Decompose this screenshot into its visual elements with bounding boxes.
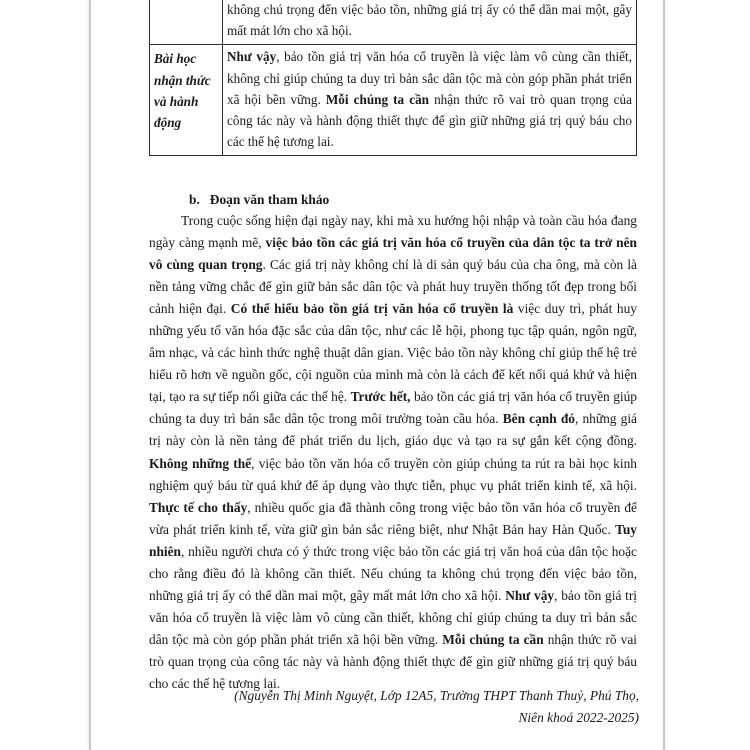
- table-cell-text: [223, 45, 637, 156]
- essay-paragraph: [149, 210, 637, 695]
- table-row-label: Bài học nhận thức và hành động: [150, 45, 223, 156]
- emphasis-text: Tuy nhiên: [149, 521, 637, 559]
- section-number: b.: [189, 192, 200, 207]
- emphasis-text: Trước hết,: [350, 389, 411, 405]
- emphasis-text: Mỗi chúng ta cần: [442, 631, 544, 647]
- emphasis-text: Thực tế cho thấy: [149, 499, 248, 515]
- author-signature: [219, 685, 639, 729]
- body-text: , những giá trị này còn là nền tảng để phát triển du lịch, giáo dục và tạo ra sự gắn kết cộng đồng.: [149, 411, 637, 449]
- table-row-label-empty: [150, 0, 223, 45]
- body-text: . Các giá trị này không chỉ là di sản quý báu của cha ông, mà còn là nền tảng vững chắc để gìn giữ bản sắc dân tộc và phát huy truyền thống tốt đẹp trong bối cảnh hiện đại.: [149, 257, 638, 317]
- section-heading: [189, 192, 329, 208]
- emphasis-text: Bên cạnh đó: [502, 411, 575, 427]
- body-text: bảo tồn các giá trị văn hóa cổ truyền giúp chúng ta duy trì bản sắc dân tộc trong môi trường toàn cầu hóa.: [149, 389, 637, 427]
- emphasis-text: Như vậy: [227, 49, 277, 65]
- signature-line-2: Niên khoá 2022-2025): [518, 710, 639, 725]
- emphasis-text: Như vậy: [505, 587, 555, 603]
- body-text: , việc bảo tồn văn hóa cổ truyền còn giúp chúng ta rút ra bài học kinh nghiệm quý báu từ quá khứ để áp dụng vào thực tiễn, phục vụ phát triển kinh tế, xã hội.: [149, 455, 637, 493]
- table-cell-text: [223, 0, 637, 45]
- table-row: [150, 0, 637, 45]
- table-row: [150, 45, 637, 156]
- body-text: việc duy trì, phát huy những yếu tố văn hóa đặc sắc của dân tộc, như các lễ hội, phong tục tập quán, ngôn ngữ, âm nhạc, và các hình thức nghệ thuật dân gian. Việc bảo tồn này không chỉ giúp thế hệ trẻ hiểu rõ hơn về nguồn gốc, cội nguồn của mình mà còn là cách để kết nối quá khứ và hiện tại, tạo ra sự tiếp nối giữa các thế hệ.: [149, 301, 637, 405]
- body-text: , bảo tồn giá trị văn hóa cổ truyền là việc làm vô cùng cần thiết, không chỉ giúp chúng ta duy trì bản sắc dân tộc mà còn góp phần phát triển xã hội bền vững.: [149, 587, 637, 647]
- body-text: , bảo tồn giá trị văn hóa cổ truyền là việc làm vô cùng cần thiết, không chỉ giúp chúng ta duy trì bản sắc dân tộc mà còn góp phần phát triển xã hội bền vững.: [227, 49, 632, 107]
- emphasis-text: việc bảo tồn các giá trị văn hóa cổ truyền của dân tộc ta trở nên vô cùng quan trọng: [149, 235, 638, 273]
- body-text: nhận thức rõ vai trò quan trọng của công tác này và hành động thiết thực để gìn giữ những giá trị quý báu cho các thế hệ tương lai.: [149, 631, 637, 691]
- body-text: , nhiều người chưa có ý thức trong việc bảo tồn các giá trị văn hoá của dân tộc hoặc cho rằng điều đó là không cần thiết. Nếu chúng ta không chú trọng đến việc bảo tồn, những giá trị ấy có thể dần mai một, gây mất mát lớn cho xã hội.: [149, 543, 637, 603]
- table-cell-text-content: không chú trọng đến việc bảo tồn, những giá trị ấy có thể dần mai một, gây mất mát lớn cho xã hội.: [227, 2, 632, 39]
- body-text: Trong cuộc sống hiện đại ngày nay, khi mà xu hướng hội nhập và toàn cầu hóa đang ngày càng mạnh mẽ,: [149, 213, 637, 251]
- body-text: , nhiều quốc gia đã thành công trong việc bảo tồn văn hóa cổ truyền để vừa phát triển kinh tế, vừa giữ gìn bản sắc riêng biệt, như Nhật Bản hay Hàn Quốc.: [149, 499, 637, 537]
- summary-table: [149, 0, 637, 156]
- section-title: Đoạn văn tham khảo: [209, 192, 330, 207]
- emphasis-text: Có thể hiểu bảo tồn giá trị văn hóa cổ truyền là: [230, 301, 514, 317]
- signature-line-1: (Nguyễn Thị Minh Nguyệt, Lớp 12A5, Trường THPT Thanh Thuỷ, Phú Thọ,: [234, 688, 639, 703]
- document-page: [89, 0, 665, 750]
- body-text: nhận thức rõ vai trò quan trọng của công tác này và hành động thiết thực để gìn giữ những giá trị quý báu cho các thế hệ tương lai.: [227, 91, 632, 150]
- emphasis-text: Không những thế: [149, 455, 252, 471]
- emphasis-text: Mỗi chúng ta cần: [325, 91, 429, 107]
